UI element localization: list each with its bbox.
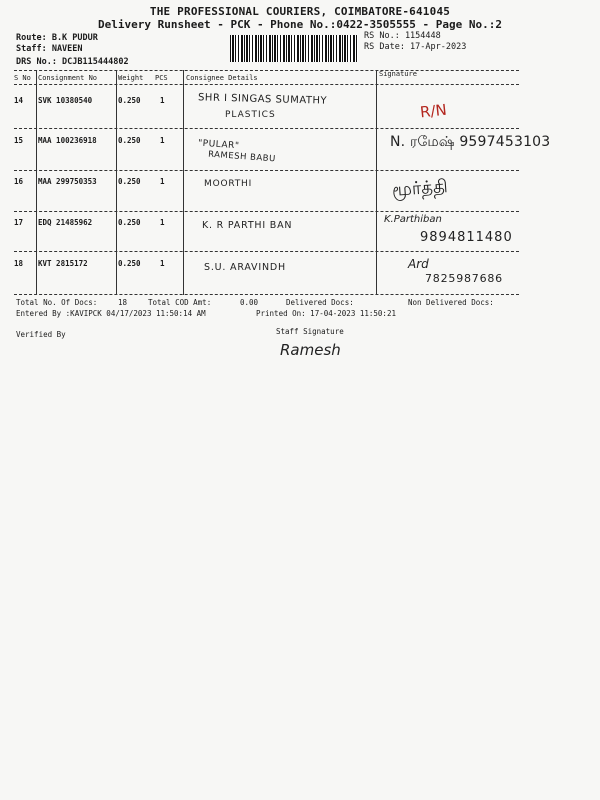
col-divider (376, 70, 377, 295)
row-pcs: 1 (160, 136, 165, 145)
col-header-weight: Weight (118, 74, 144, 82)
route: Route: B.K PUDUR (16, 33, 98, 43)
row-signature: மூர்த்தி (391, 176, 449, 201)
row-consignee-name: MOORTHI (204, 179, 253, 189)
rs-number: RS No.: 1154448 (364, 31, 441, 41)
delivered-docs-label: Delivered Docs: (286, 298, 354, 307)
row-pcs: 1 (160, 218, 165, 227)
row-rule (14, 251, 519, 252)
total-cod-value: 0.00 (240, 298, 259, 307)
col-header-consignment: Consignment No (38, 74, 98, 82)
verified-by-label: Verified By (16, 330, 66, 339)
row-signature: N. ரமேஷ் 9597453103 (390, 134, 551, 150)
row-sno: 15 (14, 136, 24, 145)
row-signature: R/N (419, 100, 448, 122)
row-consignment-no: KVT 2815172 (38, 259, 88, 268)
total-docs-value: 18 (118, 298, 128, 307)
printed-on: Printed On: 17-04-2023 11:50:21 (256, 309, 396, 318)
row-sno: 14 (14, 96, 24, 105)
row-rule (14, 128, 519, 129)
row-consignment-no: SVK 10380540 (38, 96, 93, 105)
total-docs-label: Total No. Of Docs: (16, 298, 98, 307)
col-divider (116, 70, 117, 295)
col-header-signature: Signature (379, 70, 417, 78)
row-weight: 0.250 (118, 218, 141, 227)
col-header-pcs: PCS (155, 74, 168, 82)
company-title: THE PROFESSIONAL COURIERS, COIMBATORE-641045 (149, 5, 451, 18)
rs-date: RS Date: 17-Apr-2023 (364, 42, 467, 52)
row-sno: 18 (14, 259, 24, 268)
table-top-rule (14, 70, 519, 71)
row-pcs: 1 (160, 96, 165, 105)
row-consignee-name: "PULAR" (197, 138, 240, 152)
header-rule (14, 84, 519, 85)
row-weight: 0.250 (118, 96, 141, 105)
staff-signature-label: Staff Signature (276, 327, 344, 336)
row-consignee-name: S.U. ARAVINDH (204, 262, 286, 273)
drs-number: DRS No.: DCJB115444802 (16, 57, 129, 67)
row-consignee-name: SHR I SINGAS SUMATHY (197, 92, 328, 107)
row-pcs: 1 (160, 259, 165, 268)
col-divider (183, 70, 184, 295)
row-signature-phone: 7825987686 (425, 272, 503, 285)
row-rule (14, 170, 519, 171)
row-signature: Ard (408, 257, 429, 271)
total-cod-label: Total COD Amt: (148, 298, 212, 307)
row-consignee-line2: RAMESH BABU (207, 149, 277, 165)
row-signature: K.Parthiban (384, 214, 442, 225)
row-consignment-no: MAA 100236918 (38, 136, 97, 145)
table-bottom-rule (14, 294, 519, 295)
col-header-sno: S No (14, 74, 31, 82)
row-consignment-no: MAA 299750353 (38, 177, 97, 186)
staff: Staff: NAVEEN (16, 44, 83, 54)
row-consignment-no: EDQ 21485962 (38, 218, 93, 227)
staff-signature-hand: Ramesh (280, 341, 341, 359)
row-sno: 16 (14, 177, 24, 186)
row-consignee-name: K. R PARTHI BAN (202, 220, 293, 231)
row-weight: 0.250 (118, 259, 141, 268)
entered-by: Entered By :KAVIPCK 04/17/2023 11:50:14 AM (16, 309, 206, 318)
row-consignee-line2: PLASTICS (225, 110, 276, 120)
row-weight: 0.250 (118, 136, 141, 145)
row-rule (14, 211, 519, 212)
col-header-details: Consignee Details (186, 74, 258, 82)
row-pcs: 1 (160, 177, 165, 186)
non-delivered-docs-label: Non Delivered Docs: (408, 298, 494, 307)
row-sno: 17 (14, 218, 24, 227)
row-signature-phone: 9894811480 (420, 230, 513, 245)
col-divider (36, 70, 37, 295)
runsheet-subtitle: Delivery Runsheet - PCK - Phone No.:0422-3505555 - Page No.:2 (98, 18, 502, 31)
row-weight: 0.250 (118, 177, 141, 186)
barcode-image (230, 35, 358, 62)
